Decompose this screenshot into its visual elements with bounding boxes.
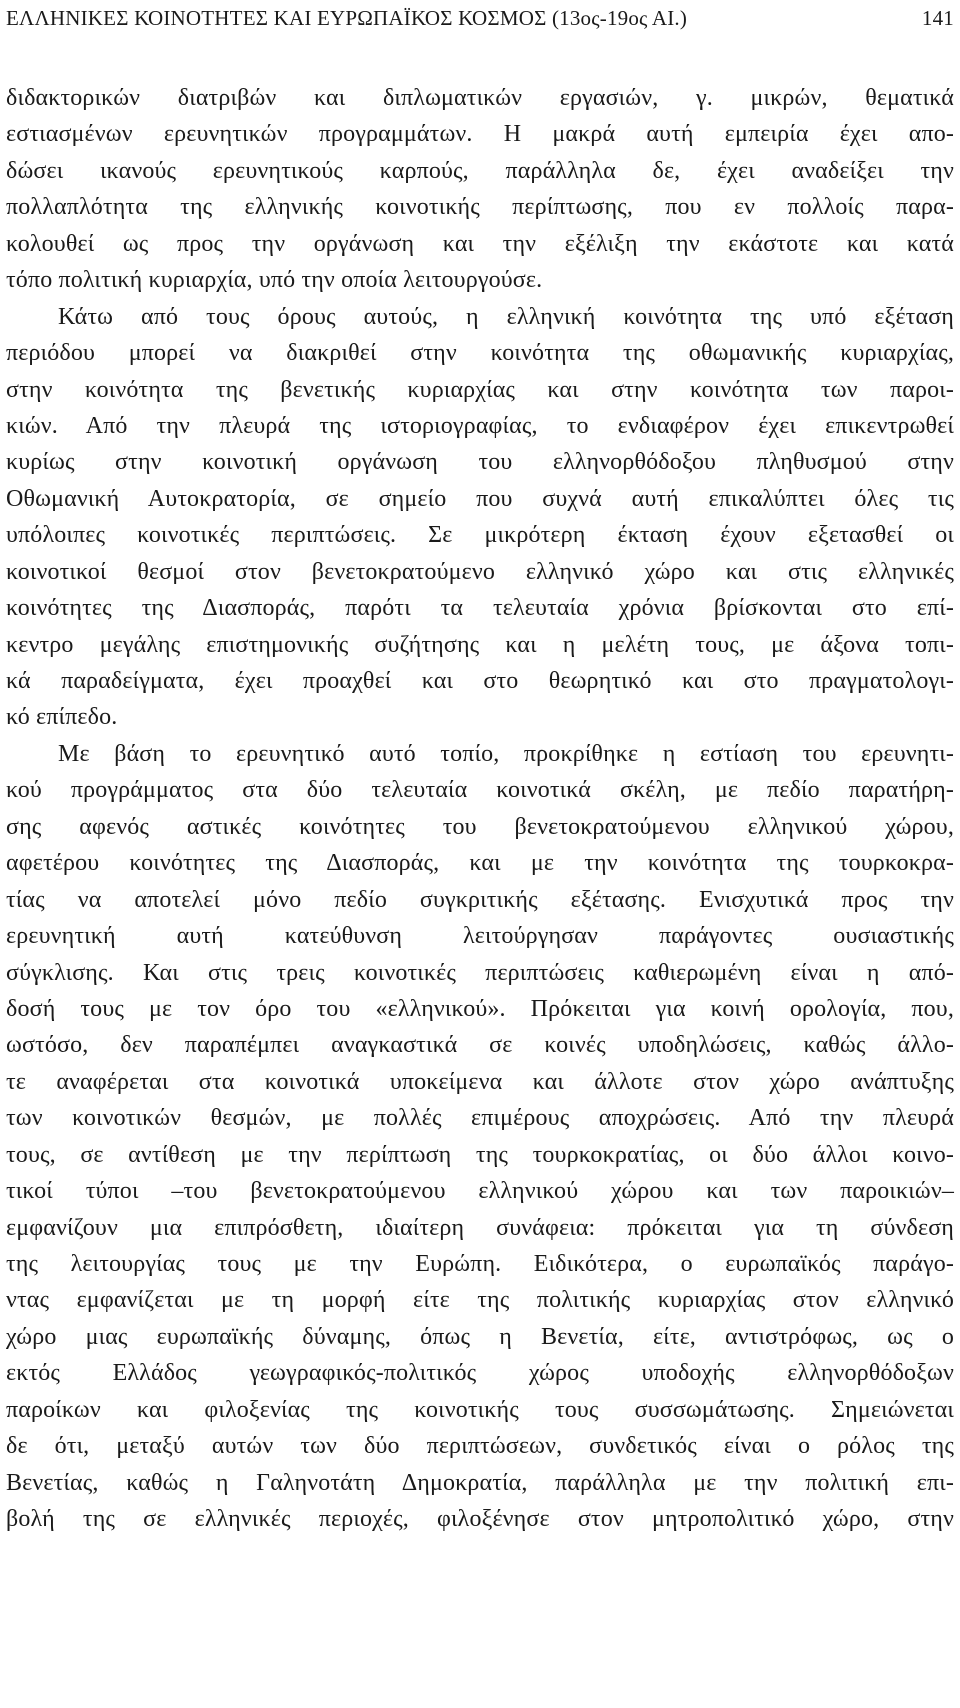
text-line: τίας να αποτελεί μόνο πεδίο συγκριτικής εξέτασης. Ενισχυτικά προς την (6, 886, 954, 913)
text-line: κό επίπεδο. (6, 704, 118, 731)
text-line: τικοί τύποι –του βενετοκρατούμενου ελληνικού χώρου και των παροικιών– (6, 1178, 954, 1205)
text-line: σύγκλισης. Και στις τρεις κοινοτικές περιπτώσεις καθιερωμένη είναι η από- (6, 959, 954, 986)
text-line: Βενετίας, καθώς η Γαληνοτάτη Δημοκρατία, παράλληλα με την πολιτική επι- (6, 1469, 954, 1496)
text-line: ωστόσο, δεν παραπέμπει αναγκαστικά σε κοινές υποδηλώσεις, καθώς άλλο- (6, 1032, 954, 1059)
text-line: κυρίως στην κοινοτική οργάνωση του ελληνορθόδοξου πληθυσμού στην (6, 449, 954, 476)
text-line: περιόδου μπορεί να διακριθεί στην κοινότητα της οθωμανικής κυριαρχίας, (6, 340, 954, 367)
text-line: δώσει ικανούς ερευνητικούς καρπούς, παράλληλα δε, έχει αναδείξει την (6, 157, 954, 184)
text-line: τε αναφέρεται στα κοινοτικά υποκείμενα και άλλοτε στον χώρο ανάπτυξης (6, 1068, 954, 1095)
text-line: της λειτουργίας τους με την Ευρώπη. Ειδικότερα, ο ευρωπαϊκός παράγο- (6, 1251, 954, 1277)
text-line: υπόλοιπες κοινοτικές περιπτώσεις. Σε μικρότερη έκταση έχουν εξετασθεί οι (6, 522, 954, 549)
text-line: σης αφενός αστικές κοινότητες του βενετοκρατούμενου ελληνικού χώρου, (6, 813, 954, 840)
text-line: εμφανίζουν μια επιπρόσθετη, ιδιαίτερη συνάφεια: πρόκειται για τη σύνδεση (6, 1214, 954, 1241)
text-line: κολουθεί ως προς την οργάνωση και την εξέλιξη την εκάστοτε και κατά (6, 230, 954, 257)
text-line: παροίκων και φιλοξενίας της κοινοτικής τους συσσωμάτωσης. Σημειώνεται (6, 1396, 954, 1423)
text-line: Κάτω από τους όρους αυτούς, η ελληνική κοινότητα της υπό εξέταση (58, 303, 954, 330)
text-line: των κοινοτικών θεσμών, με πολλές επιμέρους αποχρώσεις. Από την πλευρά (6, 1105, 954, 1132)
running-header-title: ΕΛΛΗΝΙΚΕΣ ΚΟΙΝΟΤΗΤΕΣ ΚΑΙ ΕΥΡΩΠΑΪΚΟΣ ΚΟΣΜΟΣ (13ος-19ος ΑΙ.) (6, 6, 688, 30)
text-line: κιών. Από την πλευρά της ιστοριογραφίας, το ενδιαφέρον έχει επικεντρωθεί (6, 412, 954, 439)
text-line: χώρο μιας ευρωπαϊκής δύναμης, όπως η Βενετία, είτε, αντιστρόφως, ως ο (6, 1323, 954, 1350)
text-line: κά παραδείγματα, έχει προαχθεί και στο θεωρητικό και στο πραγματολογι- (6, 668, 954, 694)
body-text (6, 80, 954, 1538)
text-line: Οθωμανική Αυτοκρατορία, σε σημείο που συχνά αυτή επικαλύπτει όλες τις (6, 485, 954, 512)
text-line: κού προγράμματος στα δύο τελευταία κοινοτικά σκέλη, με πεδίο παρατήρη- (6, 777, 954, 804)
text-line: δε ότι, μεταξύ αυτών των δύο περιπτώσεων, συνδετικός είναι ο ρόλος της (6, 1433, 954, 1460)
text-line: τόπο πολιτική κυριαρχία, υπό την οποία λειτουργούσε. (6, 267, 543, 294)
running-header (6, 6, 954, 36)
text-line: κοινότητες της Διασποράς, παρότι τα τελευταία χρόνια βρίσκονται στο επί- (6, 595, 954, 622)
text-line: κεντρο μεγάλης επιστημονικής συζήτησης και η μελέτη τους, με άξονα τοπι- (6, 631, 954, 658)
text-line: κοινοτικοί θεσμοί στον βενετοκρατούμενο ελληνικό χώρο και στις ελληνικές (6, 558, 954, 585)
page-number: 141 (921, 6, 954, 30)
text-line: Με βάση το ερευνητικό αυτό τοπίο, προκρίθηκε η εστίαση του ερευνητι- (58, 740, 954, 767)
text-line: εστιασμένων ερευνητικών προγραμμάτων. Η μακρά αυτή εμπειρία έχει απο- (6, 121, 954, 148)
text-line: εκτός Ελλάδος γεωγραφικός-πολιτικός χώρος υποδοχής ελληνορθόδοξων (6, 1360, 954, 1387)
text-line: αφετέρου κοινότητες της Διασποράς, και με την κοινότητα της τουρκοκρα- (6, 850, 954, 877)
text-line: δοσή τους με τον όρο του «ελληνικού». Πρόκειται για κοινή ορολογία, που, (6, 995, 954, 1022)
text-line: στην κοινότητα της βενετικής κυριαρχίας και στην κοινότητα των παροι- (6, 376, 954, 403)
text-line: πολλαπλότητα της ελληνικής κοινοτικής περίπτωσης, που εν πολλοίς παρα- (6, 194, 954, 221)
text-line: βολή της σε ελληνικές περιοχές, φιλοξένησε στον μητροπολιτικό χώρο, στην (6, 1506, 954, 1533)
text-line: ερευνητική αυτή κατεύθυνση λειτούργησαν παράγοντες ουσιαστικής (6, 923, 954, 950)
text-line: τους, σε αντίθεση με την περίπτωση της τουρκοκρατίας, οι δύο άλλοι κοινο- (6, 1141, 954, 1168)
text-line: διδακτορικών διατριβών και διπλωματικών εργασιών, γ. μικρών, θεματικά (6, 85, 954, 111)
text-line: ντας εμφανίζεται με τη μορφή είτε της πολιτικής κυριαρχίας στον ελληνικό (6, 1287, 954, 1314)
